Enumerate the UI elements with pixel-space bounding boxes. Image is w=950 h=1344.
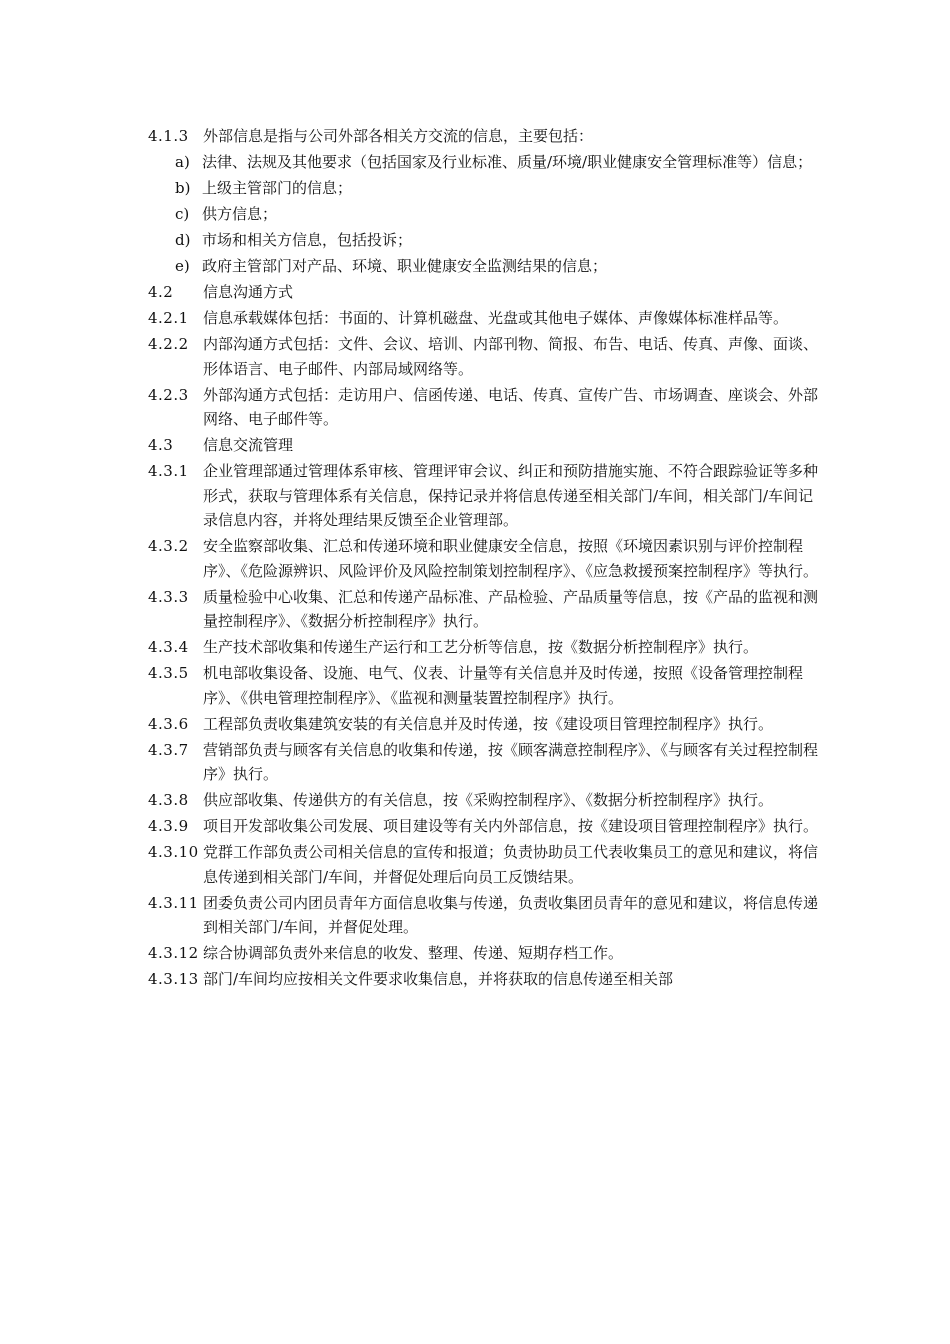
- list-subitem: [175, 176, 828, 201]
- clause-text: 供应部收集、传递供方的有关信息，按《采购控制程序》、《数据分析控制程序》执行。: [203, 791, 774, 809]
- clause-number: 4.3.9: [148, 817, 189, 835]
- clause-text: 企业管理部通过管理体系审核、管理评审会议、纠正和预防措施实施、不符合跟踪验证等多种形式，获取与管理体系有关信息，保持记录并将信息传递至相关部门/车间，相关部门/车间记录信息内容，并将处理结果反馈至企业管理部。: [203, 462, 819, 529]
- clause-number: 4.1.3: [148, 127, 189, 145]
- clause-text: 项目开发部收集公司发展、项目建设等有关内外部信息，按《建设项目管理控制程序》执行。: [203, 817, 819, 835]
- clause-number: 4.2.3: [148, 385, 189, 404]
- clause-number: 4.3.13: [148, 970, 199, 988]
- subitem-label: d): [175, 231, 191, 249]
- clause-text: 机电部收集设备、设施、电气、仪表、计量等有关信息并及时传递，按照《设备管理控制程序》、《供电管理控制程序》、《监视和测量装置控制程序》执行。: [203, 664, 804, 707]
- clause-number: 4.3.12: [148, 944, 199, 962]
- clause-text: 信息交流管理: [203, 436, 294, 454]
- list-subitem: [175, 228, 828, 253]
- list-subitem: [175, 150, 828, 175]
- clause: [148, 332, 828, 381]
- clause-number: 4.3.1: [148, 462, 189, 480]
- clause-text: 部门/车间均应按相关文件要求收集信息，并将获取的信息传递至相关部: [203, 970, 674, 988]
- subitem-text: 上级主管部门的信息；: [202, 179, 353, 197]
- clause: [148, 306, 828, 331]
- clause-text: 内部沟通方式包括：文件、会议、培训、内部刊物、简报、布告、电话、传真、声像、面谈、形体语言、电子邮件、内部局域网络等。: [203, 335, 819, 378]
- clause-number: 4.2.1: [148, 309, 189, 327]
- document-body: [148, 124, 828, 993]
- clause-number: 4.3: [148, 436, 174, 454]
- subitem-text: 供方信息；: [202, 205, 278, 223]
- clause: [148, 280, 828, 305]
- clause: [148, 534, 828, 583]
- clause: [148, 840, 828, 889]
- clause-number: 4.3.5: [148, 664, 189, 682]
- clause-number: 4.2.2: [148, 335, 189, 353]
- clause-text: 信息承载媒体包括：书面的、计算机磁盘、光盘或其他电子媒体、声像媒体标准样品等。: [203, 309, 789, 327]
- clause-number: 4.3.11: [148, 893, 199, 912]
- clause: [148, 814, 828, 839]
- clause-text: 生产技术部收集和传递生产运行和工艺分析等信息，按《数据分析控制程序》执行。: [203, 638, 759, 656]
- clause: [148, 967, 828, 992]
- clause-number: 4.3.6: [148, 714, 189, 733]
- clause: [148, 941, 828, 966]
- clause-number: 4.3.3: [148, 587, 189, 606]
- subitem-text: 法律、法规及其他要求（包括国家及行业标准、质量/环境/职业健康安全管理标准等）信息；: [202, 153, 813, 171]
- subitem-label: b): [175, 179, 191, 197]
- clause-text: 质量检验中心收集、汇总和传递产品标准、产品检验、产品质量等信息，按《产品的监视和测量控制程序》、《数据分析控制程序》执行。: [203, 587, 819, 630]
- clause-number: 4.3.8: [148, 791, 189, 809]
- clause: [148, 433, 828, 458]
- clause: [148, 891, 828, 940]
- clause-number: 4.3.10: [148, 843, 199, 861]
- clause: [148, 661, 828, 710]
- clause-text: 安全监察部收集、汇总和传递环境和职业健康安全信息，按照《环境因素识别与评价控制程序》、《危险源辨识、风险评价及风险控制策划控制程序》、《应急救援预案控制程序》等执行。: [203, 537, 819, 580]
- clause-text: 工程部负责收集建筑安装的有关信息并及时传递，按《建设项目管理控制程序》执行。: [203, 714, 774, 733]
- clause: [148, 712, 828, 737]
- clause-text: 信息沟通方式: [203, 283, 294, 301]
- clause-number: 4.3.7: [148, 740, 189, 759]
- clause-number: 4.3.2: [148, 537, 189, 555]
- clause-number: 4.3.4: [148, 638, 189, 656]
- clause-text: 外部信息是指与公司外部各相关方交流的信息，主要包括：: [203, 127, 594, 145]
- clause: [148, 383, 828, 432]
- clause: [148, 459, 828, 533]
- clause: [148, 788, 828, 813]
- list-subitem: [175, 202, 828, 227]
- subitem-label: a): [175, 153, 190, 171]
- subitem-text: 政府主管部门对产品、环境、职业健康安全监测结果的信息；: [202, 257, 608, 275]
- clause-number: 4.2: [148, 283, 174, 301]
- clause-text: 外部沟通方式包括：走访用户、信函传递、电话、传真、宣传广告、市场调查、座谈会、外部网络、电子邮件等。: [203, 385, 819, 428]
- subitem-text: 市场和相关方信息，包括投诉；: [202, 231, 413, 249]
- clause-text: 营销部负责与顾客有关信息的收集和传递，按《顾客满意控制程序》、《与顾客有关过程控制程序》执行。: [203, 740, 819, 783]
- clause: [148, 124, 828, 149]
- clause-text: 综合协调部负责外来信息的收发、整理、传递、短期存档工作。: [203, 944, 624, 962]
- clause: [148, 635, 828, 660]
- subitem-label: c): [175, 205, 190, 223]
- subitem-label: e): [175, 257, 190, 275]
- clause: [148, 738, 828, 787]
- list-subitem: [175, 254, 828, 279]
- clause: [148, 585, 828, 634]
- clause-text: 党群工作部负责公司相关信息的宣传和报道；负责协助员工代表收集员工的意见和建议，将信息传递到相关部门/车间，并督促处理后向员工反馈结果。: [203, 843, 819, 886]
- clause-text: 团委负责公司内团员青年方面信息收集与传递，负责收集团员青年的意见和建议，将信息传递到相关部门/车间，并督促处理。: [203, 893, 819, 936]
